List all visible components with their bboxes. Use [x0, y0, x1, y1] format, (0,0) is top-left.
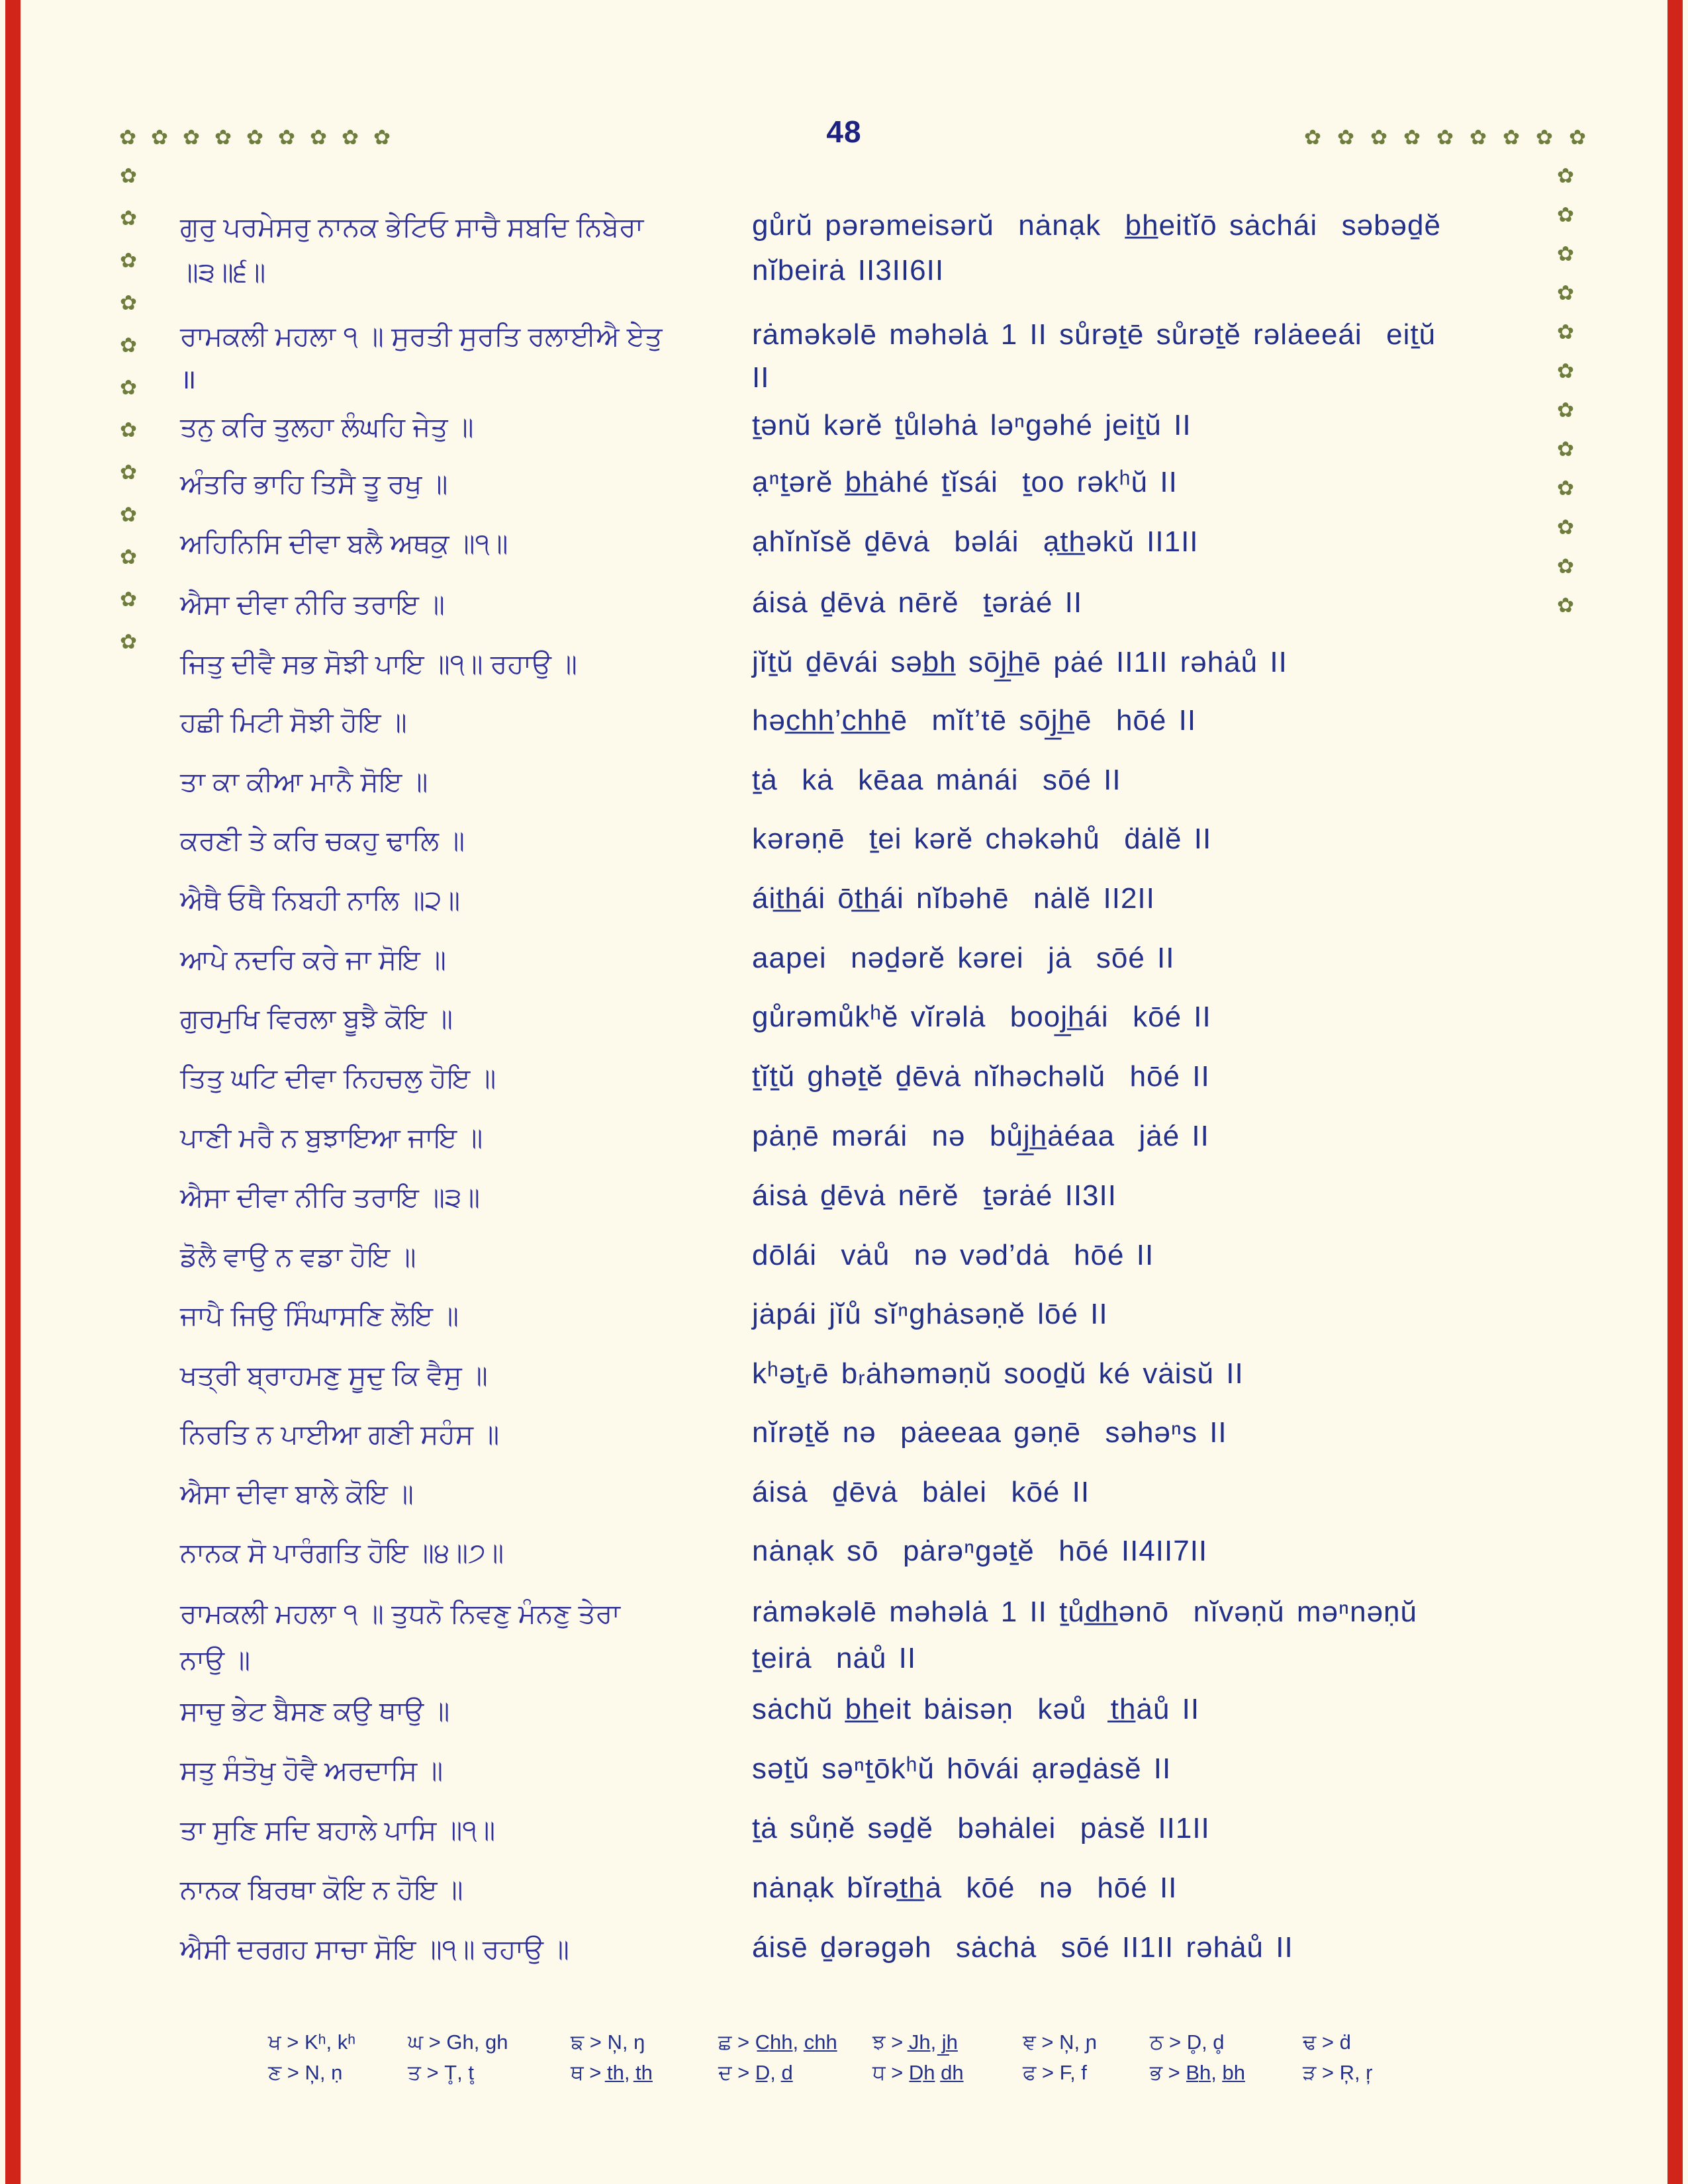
transliteration-line: nȧnạk bĭrət̲h̲ȧ kōé nə hōé II	[752, 1872, 1178, 1904]
flower-icon: ✿	[120, 249, 137, 272]
legend-item: ਭ > B̲h̲, b̲h̲	[1150, 2061, 1245, 2084]
gurmukhi-line: ਐਸਾ ਦੀਵਾ ਬਾਲੇ ਕੋਇ ॥	[180, 1479, 414, 1509]
transliteration-line: t̠ȧ sůṇĕ səd̠ĕ bəhȧlei pȧsĕ II1II	[752, 1812, 1210, 1844]
legend-item: ਫ > F, f	[1023, 2061, 1087, 2084]
gurmukhi-line: ਤਾ ਸੁਣਿ ਸਦਿ ਬਹਾਲੇ ਪਾਸਿ ॥੧॥	[180, 1815, 496, 1845]
flower-icon: ✿	[120, 630, 137, 653]
transliteration-line: kʰət̠ᵣē bᵣȧhəməṇŭ sood̠ŭ ké vȧisŭ II	[752, 1357, 1244, 1390]
flower-icon: ✿	[1557, 555, 1574, 578]
flower-icon: ✿	[1503, 126, 1520, 149]
flower-icon: ✿	[1557, 164, 1574, 187]
transliteration-line: áisȧ d̠ēvȧ nērĕ t̠ərȧé II	[752, 586, 1083, 619]
transliteration-line: t̠eirȧ nȧů II	[752, 1642, 917, 1674]
legend-item: ਠ > D̥, d̥	[1150, 2030, 1225, 2054]
flower-icon: ✿	[1557, 359, 1574, 383]
flower-icon: ✿	[1557, 437, 1574, 461]
right-red-border-bar	[1667, 0, 1683, 2184]
legend-item: ਙ > N̦, ŋ	[571, 2030, 645, 2054]
flower-icon: ✿	[1557, 516, 1574, 539]
legend-item: ਤ > T̥, t̥	[408, 2061, 474, 2084]
gurmukhi-line: ਰਾਮਕਲੀ ਮਹਲਾ ੧ ॥ ਤੁਧਨੋ ਨਿਵਣੁ ਮੰਨਣੁ ਤੇਰਾ	[180, 1598, 620, 1629]
flower-icon: ✿	[278, 126, 295, 149]
gurmukhi-line: ਗੁਰੁ ਪਰਮੇਸਰੁ ਨਾਨਕ ਭੇਟਿਓ ਸਾਚੈ ਸਬਦਿ ਨਿਬੇਰਾ	[180, 212, 644, 242]
flower-icon: ✿	[120, 334, 137, 357]
gurmukhi-line: ਅਹਿਨਿਸਿ ਦੀਵਾ ਬਲੈ ਅਥਕੁ ॥੧॥	[180, 528, 508, 559]
transliteration-line: sȧchŭ b̲h̲eit bȧisəṇ kəů t̲h̲ȧů II	[752, 1693, 1200, 1725]
flower-icon: ✿	[1557, 242, 1574, 265]
transliteration-line: nĭbeirȧ II3II6II	[752, 254, 945, 287]
flower-icon: ✿	[246, 126, 263, 149]
gurmukhi-line: ਜਾਪੈ ਜਿਉ ਸਿੰਘਾਸਣਿ ਲੋਇ ॥	[180, 1300, 459, 1331]
flower-icon: ✿	[120, 164, 137, 187]
gurmukhi-line: ਐਥੈ ਓਥੈ ਨਿਬਹੀ ਨਾਲਿ ॥੨॥	[180, 885, 461, 915]
gurmukhi-line: ਹਛੀ ਮਿਟੀ ਸੋਝੀ ਹੋਇ ॥	[180, 707, 407, 737]
gurmukhi-line: ਨਿਰਤਿ ਨ ਪਾਈਆ ਗਣੀ ਸਹੰਸ ॥	[180, 1419, 500, 1449]
transliteration-line: t̠ənŭ kərĕ t̠ůləhȧ ləⁿgəhé jeit̠ŭ II	[752, 409, 1192, 441]
gurmukhi-line: ਐਸਾ ਦੀਵਾ ਨੀਰਿ ਤਰਾਇ ॥	[180, 589, 445, 619]
gurmukhi-line: ਗੁਰਮੁਖਿ ਵਿਰਲਾ ਬੂਝੈ ਕੋਇ ॥	[180, 1003, 453, 1034]
transliteration-line: áisē d̠ərəgəh sȧchȧ sōé II1II rəhȧů II	[752, 1931, 1293, 1964]
flower-icon: ✿	[151, 126, 168, 149]
legend-item: ੜ > R̦, r̦	[1303, 2061, 1373, 2084]
legend-item: ਛ > C̲h̲h̲, c̲h̲h̲	[718, 2030, 837, 2054]
flower-icon: ✿	[120, 545, 137, 569]
gurmukhi-line: ਨਾਨਕ ਬਿਰਥਾ ਕੋਇ ਨ ਹੋਇ ॥	[180, 1874, 463, 1905]
gurmukhi-line: ਐਸਾ ਦੀਵਾ ਨੀਰਿ ਤਰਾਇ ॥੩॥	[180, 1182, 480, 1212]
flower-icon: ✿	[120, 376, 137, 399]
legend-item: ਖ > Kʰ, kʰ	[268, 2030, 356, 2054]
flower-icon: ✿	[1304, 126, 1321, 149]
page-number: 48	[826, 114, 862, 149]
gurmukhi-line: ॥੩॥੬॥	[180, 257, 266, 287]
flower-icon: ✿	[120, 461, 137, 484]
transliteration-line: gůrŭ pərəmeisərŭ nȧnạk b̲h̲eitĭō sȧchái səbəd̠ĕ	[752, 209, 1441, 242]
transliteration-line: II	[752, 361, 770, 394]
flower-icon: ✿	[120, 503, 137, 526]
gurmukhi-line: ਸਤੁ ਸੰਤੋਖੁ ਹੋਵੈ ਅਰਦਾਸਿ ॥	[180, 1755, 444, 1786]
transliteration-line: jȧpái jĭů sĭⁿghȧsəṇĕ lōé II	[752, 1298, 1108, 1330]
legend-item: ਥ > t̲h̲, t̲h̲	[571, 2061, 653, 2084]
flower-icon: ✿	[1337, 126, 1354, 149]
flower-icon: ✿	[310, 126, 327, 149]
transliteration-line: t̠ȧ kȧ kēaa mȧnái sōé II	[752, 764, 1121, 796]
flower-icon: ✿	[1569, 126, 1586, 149]
flower-icon: ✿	[119, 126, 136, 149]
flower-icon: ✿	[120, 588, 137, 611]
transliteration-line: gůrəmůkʰĕ vĭrəlȧ booj̲h̲ái kōé II	[752, 1001, 1211, 1033]
gurmukhi-line: ਸਾਚੁ ਭੇਟ ਬੈਸਣ ਕਉ ਥਾਉ ॥	[180, 1696, 450, 1726]
legend-item: ਣ > N̦, ṇ	[268, 2061, 343, 2084]
gurmukhi-line: ਐਸੀ ਦਰਗਹ ਸਾਚਾ ਸੋਇ ॥੧॥ ਰਹਾਉ ॥	[180, 1934, 569, 1964]
flower-icon: ✿	[1557, 320, 1574, 343]
transliteration-line: ạhĭnĭsĕ d̠ēvȧ bəlái ạt̲h̲əkŭ II1II	[752, 525, 1199, 558]
transliteration-line: rȧməkəlē məhəlȧ 1 II sůrət̠ē sůrət̠ĕ rəlȧeeái eit̠ŭ	[752, 318, 1436, 351]
legend-item: ਧ > D̲h̲ d̲h̲	[872, 2061, 964, 2084]
flower-icon: ✿	[1370, 126, 1387, 149]
gurmukhi-line: ਜਿਤੁ ਦੀਵੈ ਸਭ ਸੋਝੀ ਪਾਇ ॥੧॥ ਰਹਾਉ ॥	[180, 649, 577, 679]
gurmukhi-line: ਤਿਤੁ ਘਟਿ ਦੀਵਾ ਨਿਹਚਲੁ ਹੋਇ ॥	[180, 1063, 496, 1093]
flower-icon: ✿	[120, 291, 137, 314]
transliteration-line: nȧnạk sō pȧrəⁿgət̠ĕ hōé II4II7II	[752, 1535, 1208, 1567]
transliteration-line: sət̠ŭ səⁿt̠ōkʰŭ hōvái ạrəd̠ȧsĕ II	[752, 1752, 1172, 1785]
left-red-border-bar	[5, 0, 21, 2184]
flower-icon: ✿	[120, 418, 137, 441]
transliteration-line: rȧməkəlē məhəlȧ 1 II t̠ůd̲h̲ənō nĭvəṇŭ məⁿnəṇŭ	[752, 1596, 1417, 1628]
gurmukhi-line: ॥	[180, 364, 197, 394]
flower-icon: ✿	[1403, 126, 1421, 149]
legend-item: ਞ > N̦, ɲ	[1023, 2030, 1097, 2054]
transliteration-line: áit̲h̲ái ōt̲h̲ái nĭbəhē nȧlĕ II2II	[752, 882, 1155, 915]
gurmukhi-line: ਕਰਣੀ ਤੇ ਕਰਿ ਚਕਹੁ ਢਾਲਿ ॥	[180, 825, 465, 856]
flower-icon: ✿	[1557, 281, 1574, 304]
gurmukhi-line: ਤਨੁ ਕਰਿ ਤੁਲਹਾ ਲੰਘਹਿ ਜੇਤੁ ॥	[180, 412, 474, 442]
flower-icon: ✿	[214, 126, 232, 149]
gurmukhi-line: ਨਾਉ ॥	[180, 1645, 251, 1675]
transliteration-line: kərəṇē t̠ei kərĕ chəkəhů ḋȧlĕ II	[752, 823, 1212, 855]
gurmukhi-line: ਆਪੇ ਨਦਰਿ ਕਰੇ ਜਾ ਸੋਇ ॥	[180, 944, 446, 975]
transliteration-line: jĭt̠ŭ d̠ēvái səb̲h̲ sōj̲h̲ē pȧé II1II rəhȧů II	[752, 646, 1288, 678]
gurmukhi-line: ਨਾਨਕ ਸੋ ਪਾਰੰਗਤਿ ਹੋਇ ॥੪॥੭॥	[180, 1537, 504, 1568]
transliteration-line: həc̲h̲h̲’c̲h̲h̲ē mĭt’tē sōj̲h̲ē hōé II	[752, 704, 1197, 737]
transliteration-line: áisȧ d̠ēvȧ bȧlei kōé II	[752, 1476, 1090, 1508]
flower-icon: ✿	[1557, 477, 1574, 500]
legend-item: ਘ > Gh, gh	[408, 2030, 508, 2054]
transliteration-line: aapei nəd̠ərĕ kərei jȧ sōé II	[752, 942, 1175, 974]
transliteration-line: pȧṇē mərái nə bůj̲h̲ȧéaa jȧé II	[752, 1120, 1209, 1152]
flower-icon: ✿	[373, 126, 391, 149]
flower-icon: ✿	[183, 126, 200, 149]
gurmukhi-line: ਅੰਤਰਿ ਭਾਹਿ ਤਿਸੈ ਤੂ ਰਖੁ ॥	[180, 469, 448, 499]
flower-icon: ✿	[1436, 126, 1454, 149]
flower-icon: ✿	[1557, 398, 1574, 422]
legend-item: ਦ > D̲, d̲	[718, 2061, 793, 2084]
transliteration-line: ạⁿt̠ərĕ b̲h̲ȧhé t̠ĭsái t̠oo rəkʰŭ II	[752, 466, 1178, 498]
flower-icon: ✿	[342, 126, 359, 149]
gurmukhi-line: ਤਾ ਕਾ ਕੀਆ ਮਾਨੈ ਸੋਇ ॥	[180, 766, 428, 797]
transliteration-line: t̠ĭt̠ŭ ghət̠ĕ d̠ēvȧ nĭhəchəlŭ hōé II	[752, 1060, 1210, 1093]
gurmukhi-line: ਖਤ੍ਰੀ ਬ੍ਰਾਹਮਣੁ ਸੂਦੁ ਕਿ ਵੈਸੁ ॥	[180, 1360, 488, 1390]
legend-item: ਢ > ḋ	[1303, 2030, 1351, 2054]
transliteration-line: nĭrət̠ĕ nə pȧeeaa gəṇē səhəⁿs II	[752, 1416, 1227, 1449]
gurmukhi-line: ਡੋਲੈ ਵਾਉ ਨ ਵਡਾ ਹੋਇ ॥	[180, 1242, 416, 1272]
transliteration-line: áisȧ d̠ēvȧ nērĕ t̠ərȧé II3II	[752, 1179, 1117, 1212]
transliteration-line: dōlái vȧů nə vəd’dȧ hōé II	[752, 1239, 1154, 1271]
gurmukhi-line: ਪਾਣੀ ਮਰੈ ਨ ਬੁਝਾਇਆ ਜਾਇ ॥	[180, 1122, 483, 1153]
flower-icon: ✿	[1557, 594, 1574, 617]
flower-icon: ✿	[1470, 126, 1487, 149]
flower-icon: ✿	[120, 206, 137, 230]
gurmukhi-line: ਰਾਮਕਲੀ ਮਹਲਾ ੧ ॥ ਸੁਰਤੀ ਸੁਰਤਿ ਰਲਾਈਐ ਏਤੁ	[180, 321, 663, 351]
flower-icon: ✿	[1536, 126, 1553, 149]
flower-icon: ✿	[1557, 203, 1574, 226]
legend-item: ਝ > J̲h̲, j̲h̲	[872, 2030, 958, 2054]
